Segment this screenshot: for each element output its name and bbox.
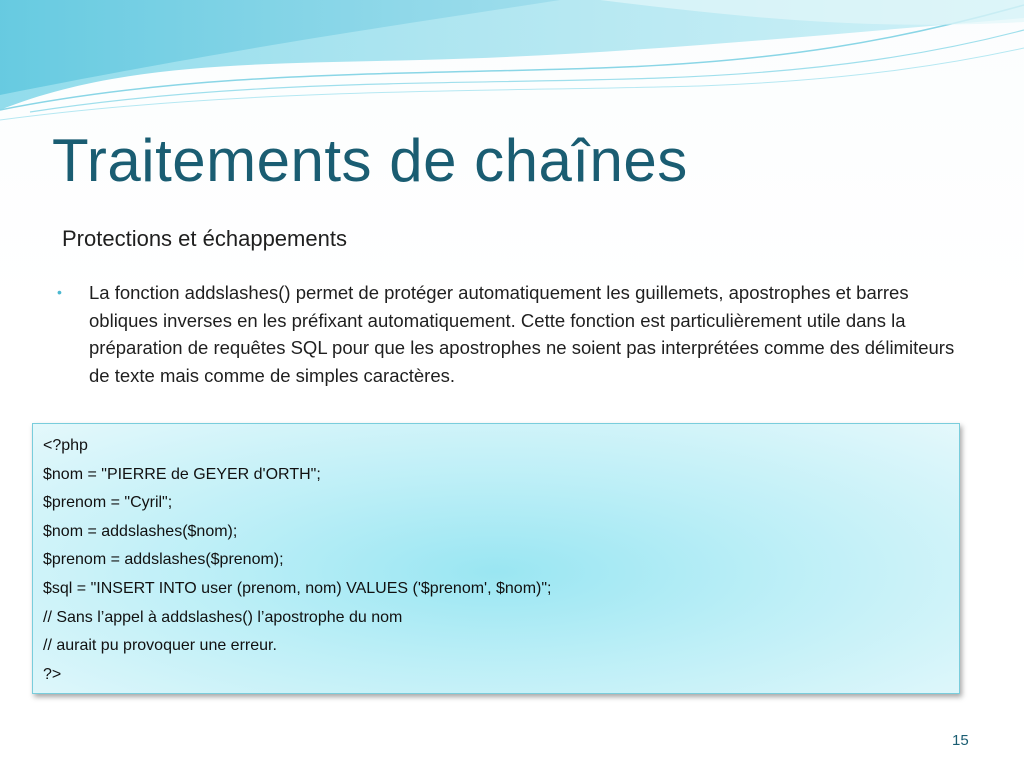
- header-wave-decoration: [0, 0, 1024, 130]
- bullet-text: La fonction addslashes() permet de protéger automatiquement les guillemets, apostrophes et barres obliques inverses en les préfixant automatiquement. Cette fonction est particulièrement utile dans la préparation de requêtes SQL pour que les apostrophes ne soient pas interprétées comme des délimiteurs de texte mais comme de simples caractères.: [89, 282, 955, 386]
- code-line: $nom = "PIERRE de GEYER d'ORTH";: [43, 465, 321, 483]
- slide-subtitle: Protections et échappements: [62, 226, 347, 251]
- bullet-item: [56, 279, 961, 389]
- code-line: $prenom = addslashes($prenom);: [43, 551, 284, 569]
- code-line: $nom = addslashes($nom);: [43, 522, 238, 540]
- code-line: <?php: [43, 437, 88, 454]
- bullet-dot-icon: •: [57, 284, 62, 300]
- code-line: // Sans l’appel à addslashes() l’apostrophe du nom: [43, 608, 403, 626]
- code-line: // aurait pu provoquer une erreur.: [43, 637, 277, 655]
- code-block: [32, 423, 960, 694]
- code-line: $prenom = "Cyril";: [43, 494, 173, 512]
- code-line: ?>: [43, 665, 62, 683]
- slide-title: Traitements de chaînes: [52, 127, 688, 194]
- code-line: $sql = "INSERT INTO user (prenom, nom) VALUES ('$prenom', $nom)";: [43, 579, 552, 597]
- bullet-list: [56, 279, 961, 389]
- page-number: 15: [952, 732, 969, 749]
